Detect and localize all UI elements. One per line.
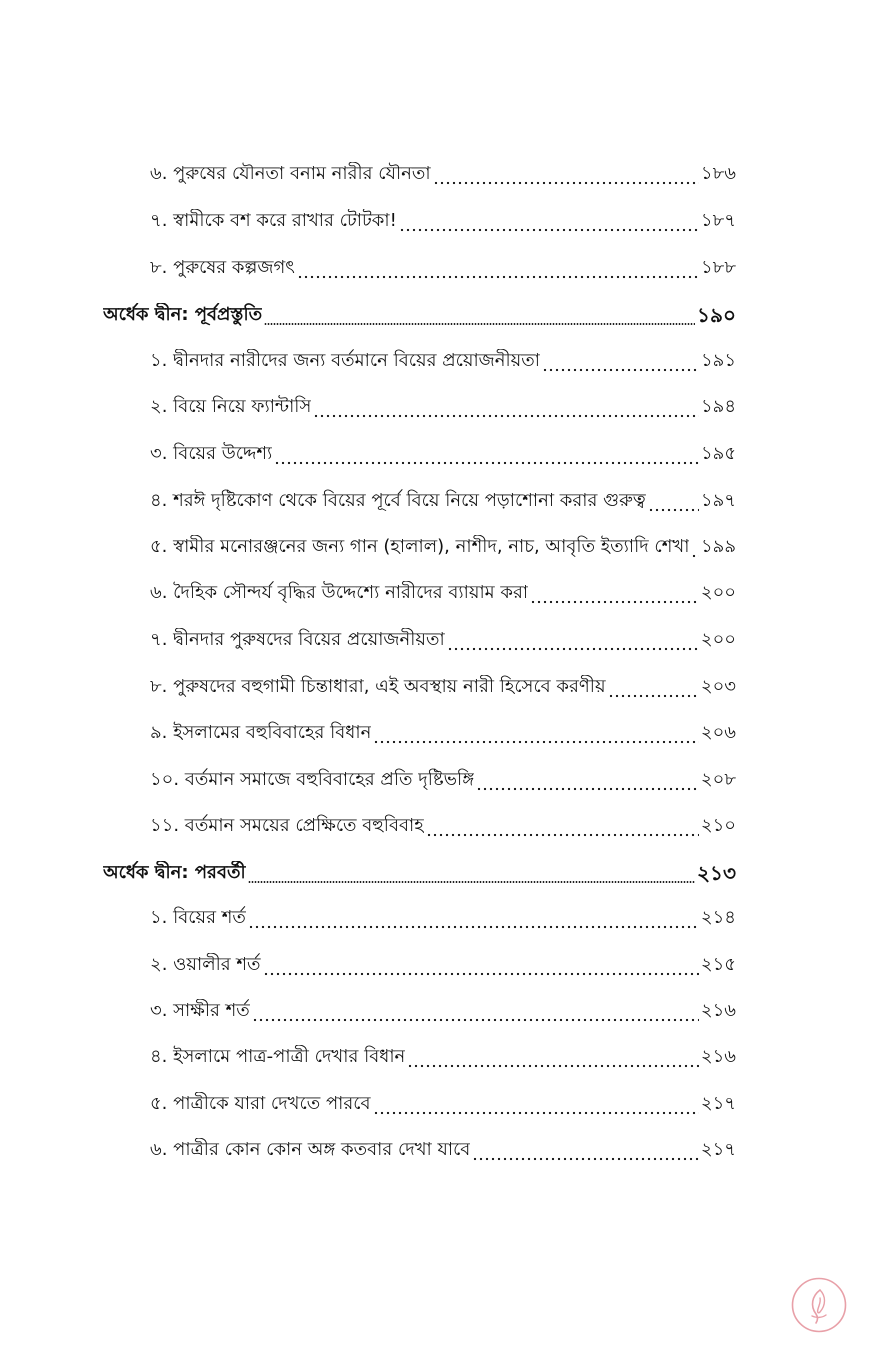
- toc-section-page: ১৯০: [697, 303, 736, 327]
- toc-entry-page: ২১৫: [700, 954, 736, 975]
- dot-leader: [648, 489, 699, 513]
- toc-entry-title: ১. বিয়ের শর্ত: [150, 907, 246, 928]
- toc-entry: [150, 434, 736, 466]
- toc-entry-page: ১৮৭: [700, 210, 736, 231]
- toc-entry-page: ২১৬: [700, 1000, 736, 1021]
- dot-leader: [264, 303, 695, 327]
- toc-entry-title: ১. দ্বীনদার নারীদের জন্য বর্তমানে বিয়ের প্রয়োজনীয়তা: [150, 350, 541, 371]
- toc-entry-page: ১৮৬: [700, 163, 736, 184]
- toc-entry-page: ২০০: [700, 582, 736, 603]
- toc-entry: [150, 1084, 736, 1116]
- toc-section-title: অর্ধেক দ্বীন: পরবর্তী: [103, 862, 246, 883]
- toc-entry: [150, 248, 736, 280]
- dot-leader: [313, 395, 699, 419]
- toc-entry-title: ৪. ইসলামে পাত্র-পাত্রী দেখার বিধান: [150, 1046, 406, 1067]
- dot-leader: [530, 581, 699, 605]
- dot-leader: [472, 1138, 699, 1162]
- toc-entry: [150, 667, 736, 699]
- dot-leader: [433, 162, 699, 186]
- toc-entry-title: ৭. দ্বীনদার পুরুষদের বিয়ের প্রয়োজনীয়তা: [150, 629, 445, 650]
- toc-entry: [150, 154, 736, 186]
- toc-entry-page: ২১০: [700, 815, 736, 836]
- toc-entry: [150, 806, 736, 838]
- toc-entry-page: ২০৬: [700, 722, 736, 743]
- toc-entry: [150, 387, 736, 419]
- toc-entry: [150, 341, 736, 373]
- toc-entry-title: ৮. পুরুষের কল্পজগৎ: [150, 257, 295, 278]
- toc-entry-title: ৩. বিয়ের উদ্দেশ্য: [150, 443, 273, 464]
- toc-entry-page: ২০০: [700, 629, 736, 650]
- toc-entry: [150, 201, 736, 233]
- toc-entry-page: ২০৮: [700, 769, 736, 790]
- toc-entry-title: ৪. শরঈ দৃষ্টিকোণ থেকে বিয়ের পূর্বে বিয়ে নিয়ে পড়াশোনা করার গুরুত্ব: [150, 490, 646, 511]
- toc-entry: [150, 1130, 736, 1162]
- toc-entry: [150, 527, 736, 559]
- toc-entry-page: ১৯৯: [700, 536, 736, 557]
- quill-logo-icon: [790, 1276, 848, 1334]
- toc-entry-page: ২১৭: [700, 1139, 736, 1160]
- dot-leader: [274, 442, 699, 466]
- dot-leader: [399, 209, 699, 233]
- dot-leader: [691, 535, 699, 559]
- dot-leader: [252, 999, 699, 1023]
- toc-entry: [150, 1037, 736, 1069]
- toc-entry-page: ১৯৪: [700, 396, 736, 417]
- toc-entry: [150, 991, 736, 1023]
- dot-leader: [373, 1092, 699, 1116]
- toc-entry: [150, 760, 736, 792]
- dot-leader: [542, 349, 699, 373]
- toc-entry-page: ২০৩: [700, 676, 736, 697]
- toc-entry-title: ৬. পাত্রীর কোন কোন অঙ্গ কতবার দেখা যাবে: [150, 1139, 471, 1160]
- toc-entry-page: ২১৬: [700, 1046, 736, 1067]
- toc-entry-page: ২১৪: [700, 907, 736, 928]
- toc-entry-title: ৩. সাক্ষীর শর্ত: [150, 1000, 250, 1021]
- dot-leader: [248, 861, 695, 885]
- toc-entry-page: ১৯৭: [700, 490, 736, 511]
- toc-entry-page: ১৯৫: [700, 443, 736, 464]
- toc-section-page: ২১৩: [697, 861, 736, 885]
- toc-entry-title: ৭. স্বামীকে বশ করে রাখার টোটকা!: [150, 210, 397, 231]
- toc-section-heading: [103, 853, 736, 885]
- dot-leader: [608, 675, 699, 699]
- toc-section-heading: [103, 295, 736, 327]
- toc-entry-title: ৯. ইসলামের বহুবিবাহের বিধান: [150, 722, 372, 743]
- toc-entry: [150, 713, 736, 745]
- toc-entry-title: ১১. বর্তমান সময়ের প্রেক্ষিতে বহুবিবাহ: [150, 815, 424, 836]
- dot-leader: [263, 953, 699, 977]
- toc-entry-title: ৮. পুরুষদের বহুগামী চিন্তাধারা, এই অবস্থায় নারী হিসেবে করণীয়: [150, 676, 606, 697]
- toc-entry-title: ৫. পাত্রীকে যারা দেখতে পারবে: [150, 1093, 371, 1114]
- toc-section-title: অর্ধেক দ্বীন: পূর্বপ্রস্তুতি: [103, 304, 263, 325]
- toc-entry-title: ৬. দৈহিক সৌন্দর্য বৃদ্ধির উদ্দেশ্যে নারীদের ব্যায়াম করা: [150, 582, 529, 603]
- toc-entry-title: ২. বিয়ে নিয়ে ফ্যান্টাসি: [150, 396, 312, 417]
- dot-leader: [476, 768, 699, 792]
- toc-entry-page: ১৯১: [700, 350, 736, 371]
- toc-entry-title: ৬. পুরুষের যৌনতা বনাম নারীর যৌনতা: [150, 163, 431, 184]
- toc-entry-page: ২১৭: [700, 1093, 736, 1114]
- dot-leader: [426, 814, 699, 838]
- dot-leader: [248, 906, 699, 930]
- toc-entry: [150, 573, 736, 605]
- toc-entry-title: ২. ওয়ালীর শর্ত: [150, 954, 261, 975]
- toc-entry: [150, 945, 736, 977]
- toc-entry: [150, 898, 736, 930]
- dot-leader: [407, 1045, 699, 1069]
- toc-entry: [150, 620, 736, 652]
- dot-leader: [447, 628, 699, 652]
- toc-entry-page: ১৮৮: [700, 257, 736, 278]
- toc-entry-title: ৫. স্বামীর মনোরঞ্জনের জন্য গান (হালাল), নাশীদ, নাচ, আবৃতি ইত্যাদি শেখা: [150, 536, 689, 557]
- dot-leader: [297, 256, 699, 280]
- toc-entry: [150, 481, 736, 513]
- toc-entry-title: ১০. বর্তমান সমাজে বহুবিবাহের প্রতি দৃষ্টিভঙ্গি: [150, 769, 475, 790]
- dot-leader: [373, 721, 699, 745]
